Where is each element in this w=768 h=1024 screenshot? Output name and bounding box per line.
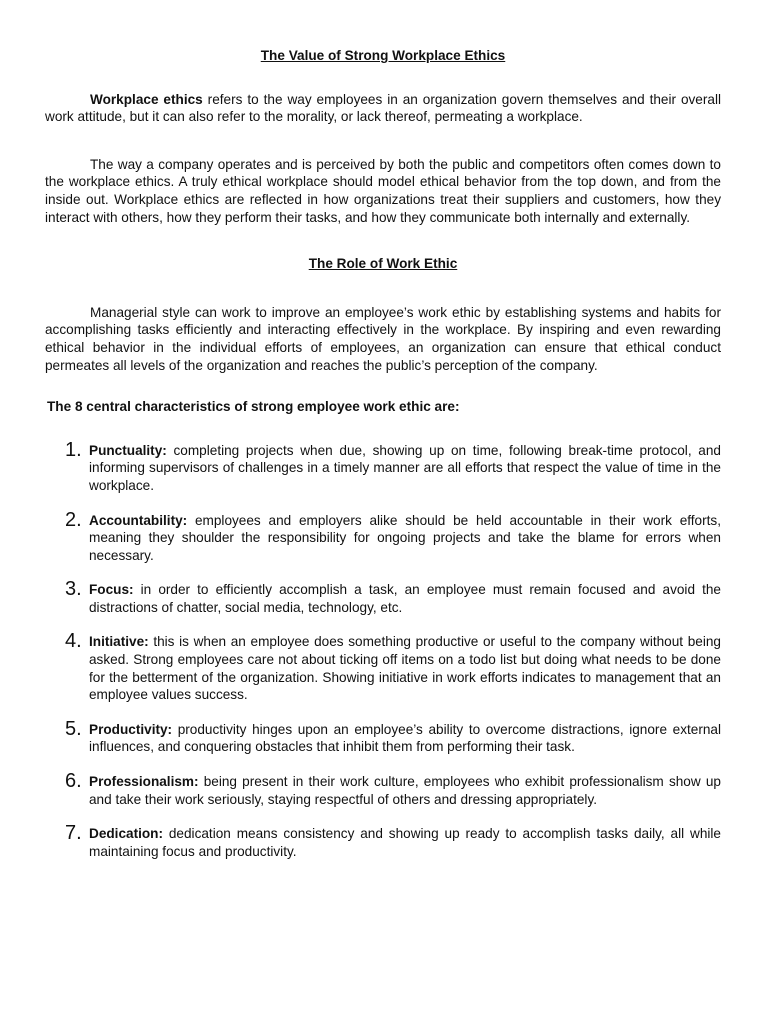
list-item-term: Productivity: (89, 721, 173, 737)
section-title: The Role of Work Ethic (308, 256, 458, 272)
list-item-body (89, 512, 721, 565)
list-item (45, 578, 721, 616)
document-title: The Value of Strong Workplace Ethics (260, 48, 506, 63)
list-item-number: 5. (65, 717, 82, 740)
paragraph-3: Managerial style can work to improve an employee’s work ethic by establishing systems and habits for accomplishing tasks efficiently and interacting effectively in the workplace. By inspiring and even rewarding ethical behavior in the individual efforts of employees, an organization can ensure that ethical conduct permeates all levels of the organization and reaches the public’s perception of the company. (45, 304, 721, 373)
list-item-term: Initiative: (89, 634, 149, 650)
list-item-body (89, 773, 721, 808)
list-item-number: 1. (65, 438, 82, 461)
list-item (45, 770, 721, 808)
list-item (45, 717, 721, 756)
list-item (45, 438, 721, 495)
list-item-term: Focus: (89, 582, 134, 598)
list-item-number: 7. (65, 822, 82, 845)
intro-term: Workplace ethics (90, 91, 203, 107)
list-item-text: dedication means consistency and showing up ready to accomplish tasks daily, all while maintaining focus and productivity. (89, 826, 721, 859)
list-item-text: employees and employers alike should be held accountable in their work efforts, meaning they shoulder the responsibility for ongoing projects and take the blame for errors when necessary. (89, 512, 721, 563)
list-item-term: Dedication: (89, 826, 164, 842)
list-item-text: being present in their work culture, employees who exhibit professionalism show up and take their work seriously, staying respectful of others and dressing appropriately. (89, 774, 721, 807)
intro-text: refers to the way employees in an organization govern themselves and their overall work attitude, but it can also refer to the morality, or lack thereof, permeating a workplace. (45, 91, 721, 125)
list-item-number: 4. (65, 630, 82, 653)
list-item-term: Professionalism: (89, 774, 199, 790)
list-item-text: productivity hinges upon an employee’s ability to overcome distractions, ignore external influences, and conquering obstacles that inhibit them from performing their task. (89, 721, 721, 755)
list-item-body (89, 581, 721, 616)
list-item-text: completing projects when due, showing up on time, following break-time protocol, and informing supervisors of challenges in a timely manner are all efforts that respect the value of time in the workplace. (89, 442, 721, 493)
list-item-body (89, 721, 721, 756)
list-item-text: this is when an employee does something productive or useful to the company without being asked. Strong employees care not about ticking off items on a todo list but doing what needs to be done for the betterment of the organization. Showing initiative in work efforts indicates to management that an employee values success. (89, 634, 721, 703)
list-item-body (89, 633, 721, 703)
intro-paragraph (45, 91, 721, 126)
paragraph-2: The way a company operates and is perceived by both the public and competitors often comes down to the workplace ethics. A truly ethical workplace should model ethical behavior from the top down, and from the inside out. Workplace ethics are reflected in how organizations treat their suppliers and customers, how they interact with others, how they perform their tasks, and how they communicate both internally and externally. (45, 156, 721, 225)
characteristics-list (45, 438, 721, 861)
list-item-body (89, 825, 721, 860)
list-item (45, 508, 721, 565)
list-item-number: 3. (65, 578, 82, 601)
list-item-term: Accountability: (89, 512, 188, 528)
list-item-number: 6. (65, 770, 82, 793)
list-item-number: 2. (65, 508, 82, 531)
list-item-term: Punctuality: (89, 442, 167, 458)
list-item-body (89, 442, 721, 495)
list-lead: The 8 central characteristics of strong employee work ethic are: (47, 399, 460, 415)
list-item (45, 822, 721, 860)
list-item-text: in order to efficiently accomplish a task, an employee must remain focused and avoid the distractions of chatter, social media, technology, etc. (89, 582, 721, 615)
list-item (45, 630, 721, 703)
